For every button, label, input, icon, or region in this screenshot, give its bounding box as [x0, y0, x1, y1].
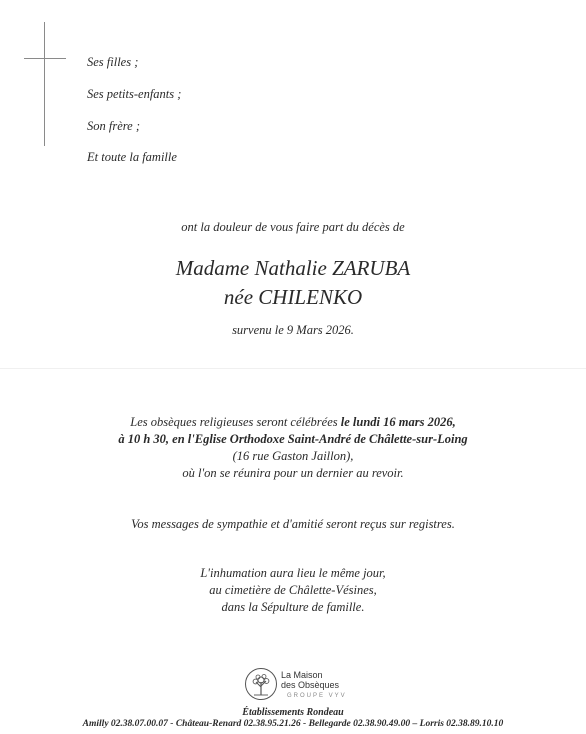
- burial-details: [0, 565, 586, 616]
- logo-line-1: La Maison: [281, 670, 323, 680]
- funeral-details: [0, 414, 586, 482]
- tree-icon: [245, 668, 277, 700]
- funeral-date: le lundi 16 mars 2026,: [340, 415, 456, 429]
- condolence-messages: Vos messages de sympathie et d'amitié seront reçus sur registres.: [131, 517, 455, 531]
- family-line-whole-family: Et toute la famille: [87, 150, 177, 164]
- funeral-intro: Les obsèques religieuses seront célébrées: [130, 415, 341, 429]
- family-line-grandchildren: Ses petits-enfants ;: [87, 87, 182, 101]
- logo-group-name: GROUPE VYV: [287, 693, 347, 699]
- announcement-text: ont la douleur de vous faire part du décès de: [181, 220, 405, 234]
- logo-wordmark: [281, 670, 339, 690]
- date-of-death: survenu le 9 Mars 2026.: [232, 323, 354, 337]
- burial-line-3: dans la Sépulture de famille.: [221, 600, 365, 614]
- family-line-daughters: Ses filles ;: [87, 55, 139, 69]
- burial-line-1: L'inhumation aura lieu le même jour,: [200, 566, 386, 580]
- deceased-name: Madame Nathalie ZARUBA: [175, 256, 411, 280]
- funeral-gathering: où l'on se réunira pour un dernier au revoir.: [182, 466, 404, 480]
- cross-vertical-bar: [44, 22, 45, 146]
- fold-line: [0, 368, 586, 369]
- funeral-home-addresses: Amilly 02.38.07.00.07 - Château-Renard 02.38.95.21.26 - Bellegarde 02.38.90.49.00 – Lorris 02.38.89.10.10: [82, 719, 504, 729]
- cross-horizontal-bar: [24, 58, 66, 59]
- burial-line-2: au cimetière de Châlette-Vésines,: [209, 583, 377, 597]
- logo-line-2: des Obsèques: [281, 680, 340, 690]
- deceased-maiden-name: née CHILENKO: [223, 285, 363, 309]
- funeral-line-1: [0, 414, 586, 431]
- funeral-address: (16 rue Gaston Jaillon),: [232, 449, 354, 463]
- funeral-home-name: Établissements Rondeau: [242, 707, 344, 718]
- family-line-brother: Son frère ;: [87, 119, 140, 133]
- funeral-time-place: à 10 h 30, en l'Eglise Orthodoxe Saint-André de Châlette-sur-Loing: [118, 432, 468, 446]
- funeral-home-logo: [245, 665, 405, 705]
